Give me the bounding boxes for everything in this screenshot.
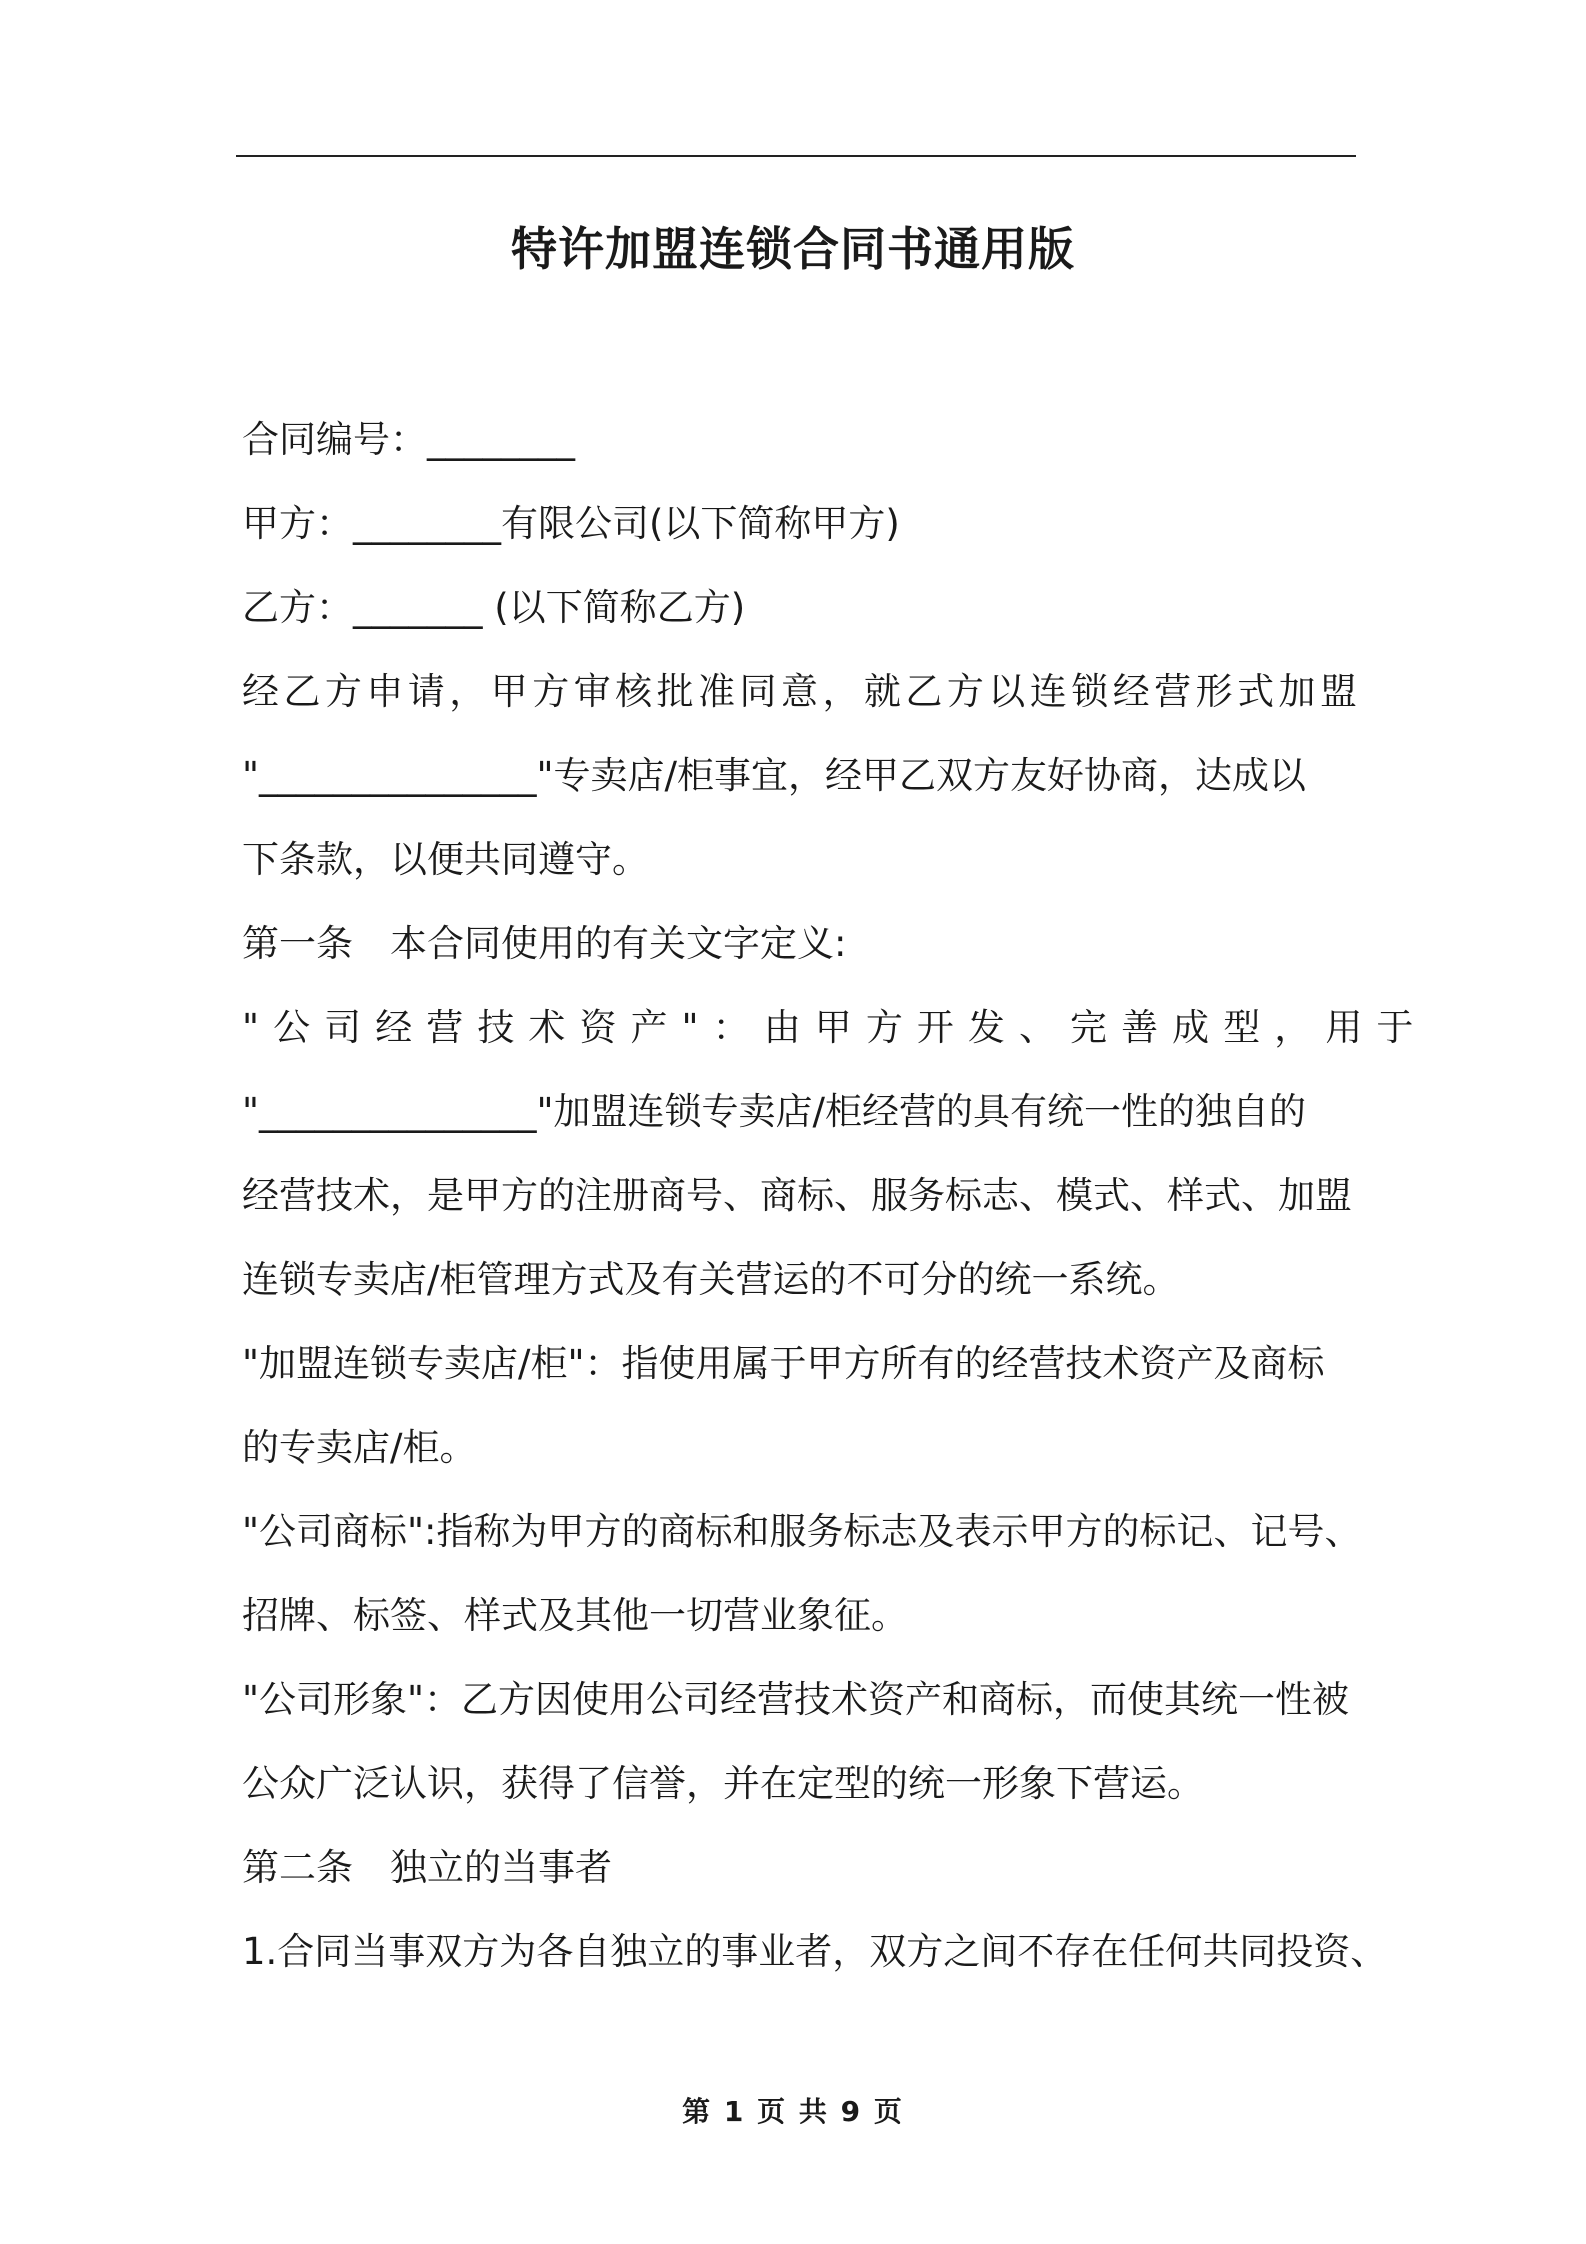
definition-store-line-2: 的专卖店/柜。 [242,1426,477,1469]
definition-trademark-line-2: 招牌、标签、样式及其他一切营业象征。 [242,1594,908,1637]
definition-image-line-2: 公众广泛认识，获得了信誉，并在定型的统一形象下营运。 [242,1762,1204,1805]
definition-assets-line-3: 经营技术，是甲方的注册商号、商标、服务标志、模式、样式、加盟 [242,1174,1352,1217]
article-1-heading: 第一条 本合同使用的有关文字定义: [242,922,847,965]
preamble-line-2: "_______________"专卖店/柜事宜，经甲乙双方友好协商，达成以 [242,754,1307,797]
definition-trademark-line-1: "公司商标":指称为甲方的商标和服务标志及表示甲方的标记、记号、 [242,1510,1362,1553]
document-body [242,398,1428,1994]
party-a-line: 甲方：________有限公司(以下简称甲方) [242,502,900,545]
definition-assets-line-2: "_______________"加盟连锁专卖店/柜经营的具有统一性的独自的 [242,1090,1307,1133]
document-title: 特许加盟连锁合同书通用版 [511,222,1075,276]
definition-assets-line-4: 连锁专卖店/柜管理方式及有关营运的不可分的统一系统。 [242,1258,1180,1301]
preamble-line-1: 经乙方申请，甲方审核批准同意，就乙方以连锁经营形式加盟 [242,670,1357,713]
article-2-clause-1: 1.合同当事双方为各自独立的事业者，双方之间不存在任何共同投资、 [242,1930,1388,1973]
definition-store-line-1: "加盟连锁专卖店/柜"：指使用属于甲方所有的经营技术资产及商标 [242,1342,1325,1385]
page-number-footer: 第 1 页 共 9 页 [682,2095,904,2128]
contract-number-line: 合同编号：________ [242,418,575,461]
definition-image-line-1: "公司形象"：乙方因使用公司经营技术资产和商标，而使其统一性被 [242,1678,1350,1721]
preamble-line-3: 下条款，以便共同遵守。 [242,838,649,881]
article-2-heading: 第二条 独立的当事者 [242,1846,612,1889]
definition-assets-line-1: "公司经营技术资产"：由甲方开发、完善成型，用于 [242,1006,1428,1049]
party-b-line: 乙方：_______ (以下简称乙方) [242,586,746,629]
header-rule [236,155,1356,157]
